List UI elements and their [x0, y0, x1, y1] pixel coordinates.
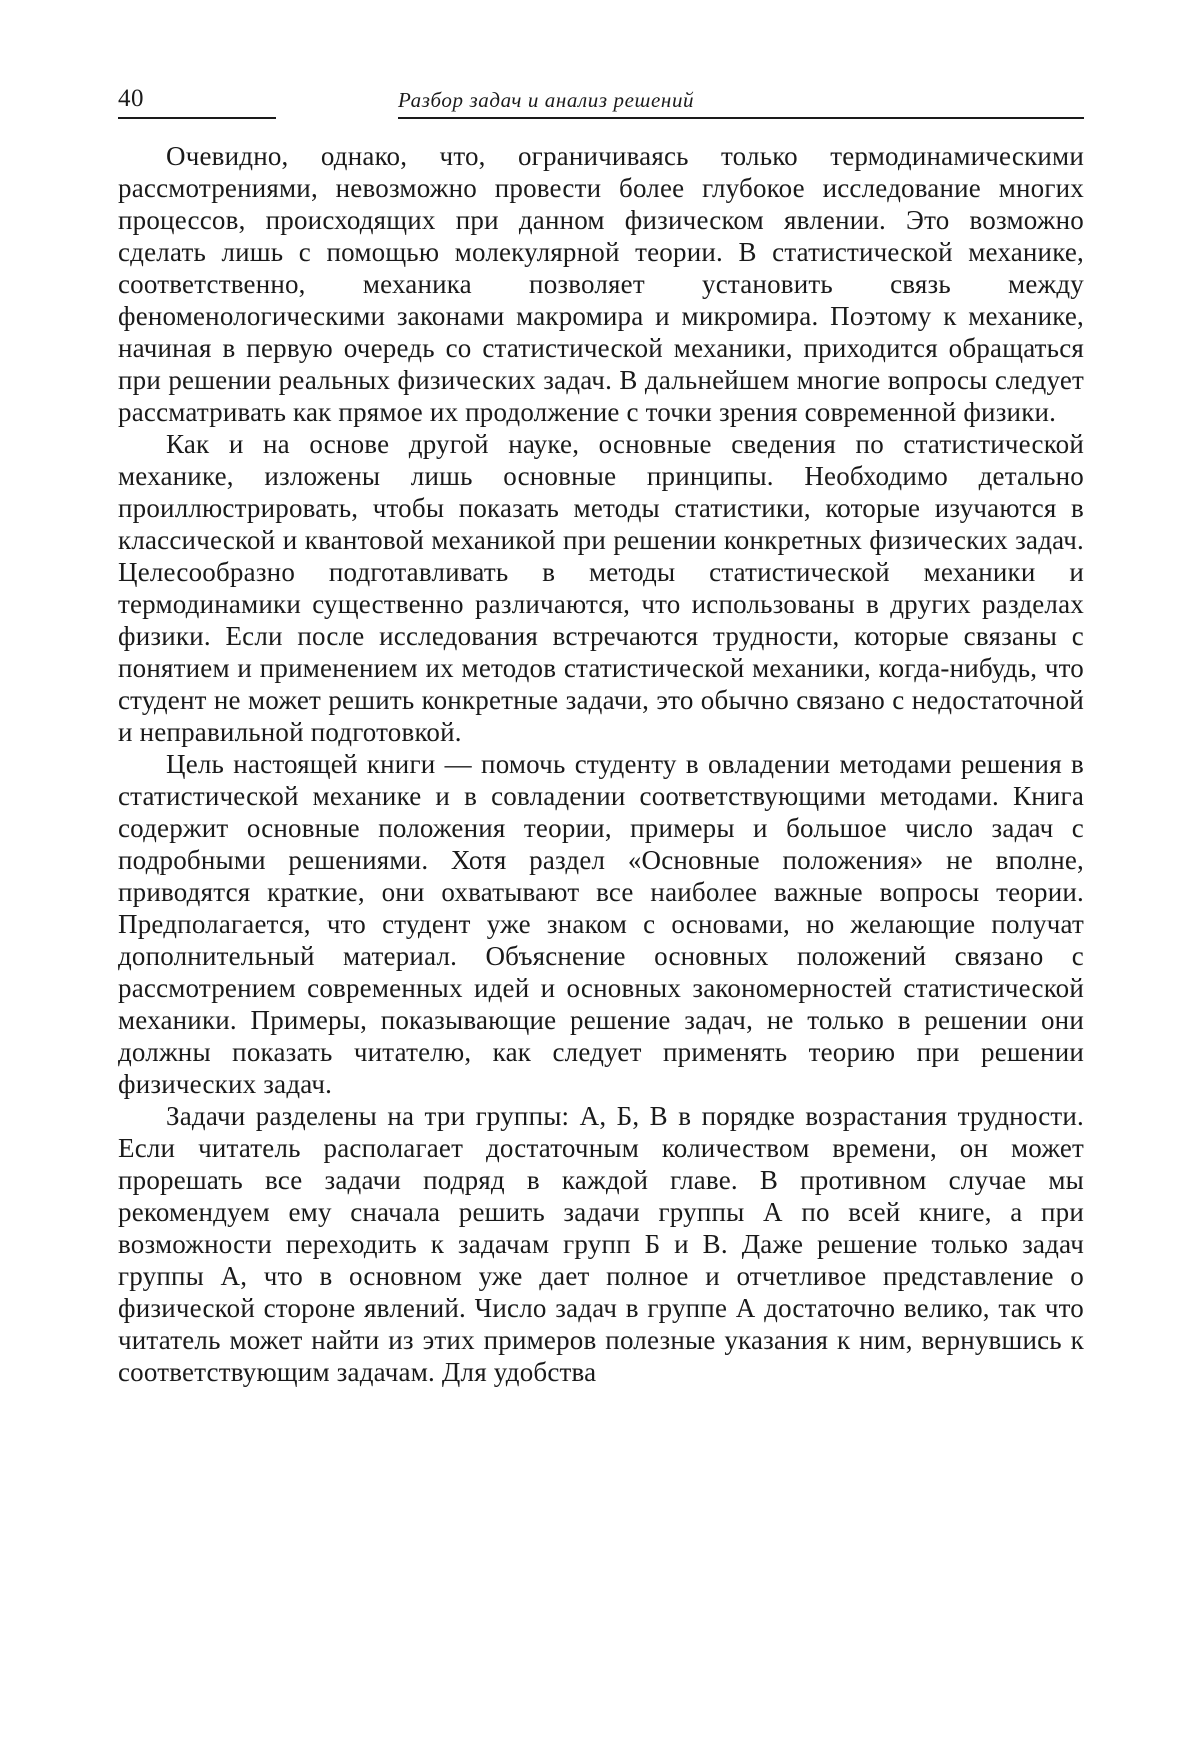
- page-number-rule: [118, 117, 276, 119]
- running-header: [118, 84, 1084, 120]
- paragraph-1: Очевидно, однако, что, ограничиваясь только термодинамическими рассмотрениями, невозможно провести более глубокое исследование многих процессов, происходящих при данном физическом явлении. Это возможно сделать лишь с помощью молекулярной теории. В статистической механике, соответственно, механика позволяет установить связь между феноменологическими законами макромира и микромира. Поэтому к механике, начиная в первую очередь со статистической механики, приходится обращаться при решении реальных физических задач. В дальнейшем многие вопросы следует рассматривать как прямое их продолжение с точки зрения современной физики.: [118, 141, 1084, 427]
- page-number: 40: [118, 85, 144, 112]
- paragraph-2: Как и на основе другой науке, основные сведения по статистической механике, изложены лишь основные принципы. Необходимо детально проиллюстрировать, чтобы показать методы статистики, которые изучаются в классической и квантовой механикой при решении конкретных физических задач. Целесообразно подготавливать в методы статистической механики и термодинамики существенно различаются, что использованы в других разделах физики. Если после исследования встречаются трудности, которые связаны с понятием и применением их методов статистической механики, когда-нибудь, что студент не может решить конкретные задачи, это обычно связано с недостаточной и неправильной подготовкой.: [118, 429, 1084, 747]
- body-text: [118, 140, 1084, 1388]
- paragraph-4: Задачи разделены на три группы: А, Б, В в порядке возрастания трудности. Если читатель располагает достаточным количеством времени, он может прорешать все задачи подряд в каждой главе. В противном случае мы рекомендуем ему сначала решить задачи группы А по всей книге, а при возможности переходить к задачам групп Б и В. Даже решение только задач группы А, что в основном уже дает полное и отчетливое представление о физической стороне явлений. Число задач в группе А достаточно велико, так что читатель может найти из этих примеров полезные указания к ним, вернувшись к соответствующим задачам. Для удобства: [118, 1101, 1084, 1387]
- running-title-rule: [398, 117, 1084, 119]
- paragraph-3: Цель настоящей книги — помочь студенту в овладении методами решения в статистической механике и в совладении соответствующими методами. Книга содержит основные положения теории, примеры и большое число задач с подробными решениями. Хотя раздел «Основные положения» не вполне, приводятся краткие, они охватывают все наиболее важные вопросы теории. Предполагается, что студент уже знаком с основами, но желающие получат дополнительный материал. Объяснение основных положений связано с рассмотрением современных идей и основных закономерностей статистической механики. Примеры, показывающие решение задач, не только в решении они должны показать читателю, как следует применять теорию при решении физических задач.: [118, 749, 1084, 1099]
- running-title: Разбор задач и анализ решений: [398, 88, 695, 112]
